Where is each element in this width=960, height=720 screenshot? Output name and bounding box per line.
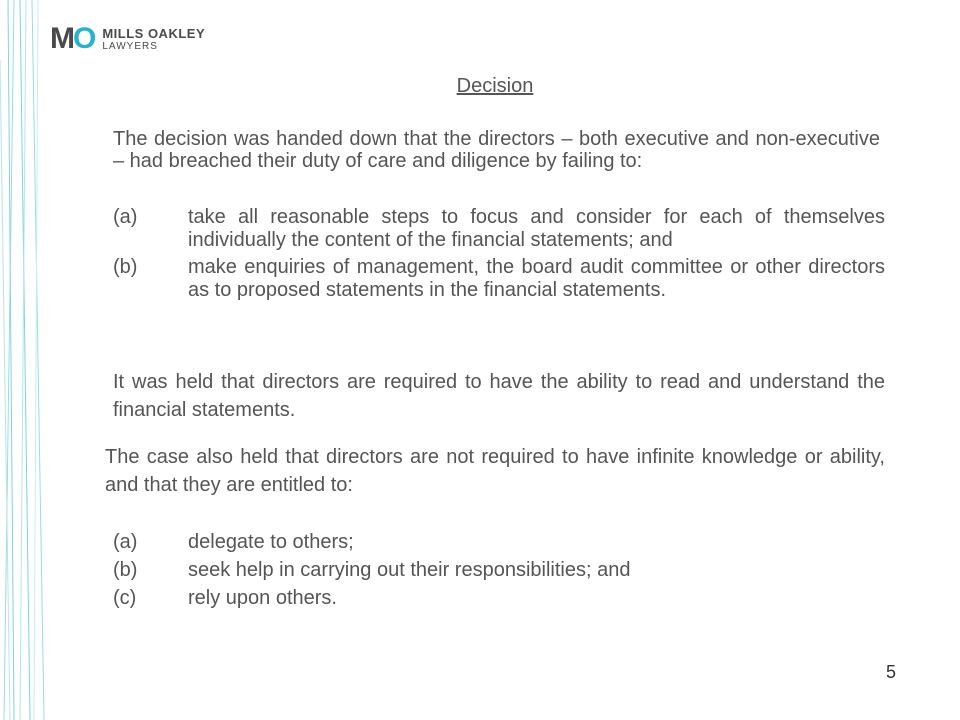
logo-mark: MO	[50, 22, 95, 55]
case-held-paragraph: The case also held that directors are not required to have infinite knowledge or ability, and that they are entitled to:	[105, 446, 885, 496]
entitlements-list	[113, 528, 813, 612]
failures-list	[113, 206, 885, 302]
page-number: 5	[886, 662, 897, 682]
list-marker: (b)	[113, 256, 138, 278]
list-item	[113, 556, 813, 584]
list-item	[113, 206, 885, 252]
list-text: delegate to others;	[188, 531, 354, 553]
list-text: rely upon others.	[188, 587, 337, 609]
logo-text	[102, 27, 205, 52]
logo-line2: LAWYERS	[102, 40, 158, 52]
intro-paragraph: The decision was handed down that the directors – both executive and non-executive – had breached their duty of care and diligence by failing to:	[113, 128, 880, 172]
company-logo	[50, 24, 205, 54]
list-text: take all reasonable steps to focus and consider for each of themselves individually the content of the financial statements; and	[188, 206, 885, 251]
list-text: seek help in carrying out their responsibilities; and	[188, 559, 631, 581]
held-paragraph: It was held that directors are required to have the ability to read and understand the financial statements.	[113, 371, 885, 421]
decorative-lines	[0, 0, 60, 720]
list-item	[113, 256, 885, 302]
logo-line1: MILLS OAKLEY	[102, 25, 206, 41]
list-item	[113, 584, 813, 612]
list-marker: (a)	[113, 531, 138, 553]
list-marker: (a)	[113, 206, 138, 228]
list-marker: (c)	[113, 587, 137, 609]
slide-title: Decision	[456, 75, 534, 97]
list-item	[113, 528, 813, 556]
list-marker: (b)	[113, 559, 138, 581]
list-text: make enquiries of management, the board audit committee or other directors as to proposed statements in the financial statements.	[188, 256, 885, 301]
